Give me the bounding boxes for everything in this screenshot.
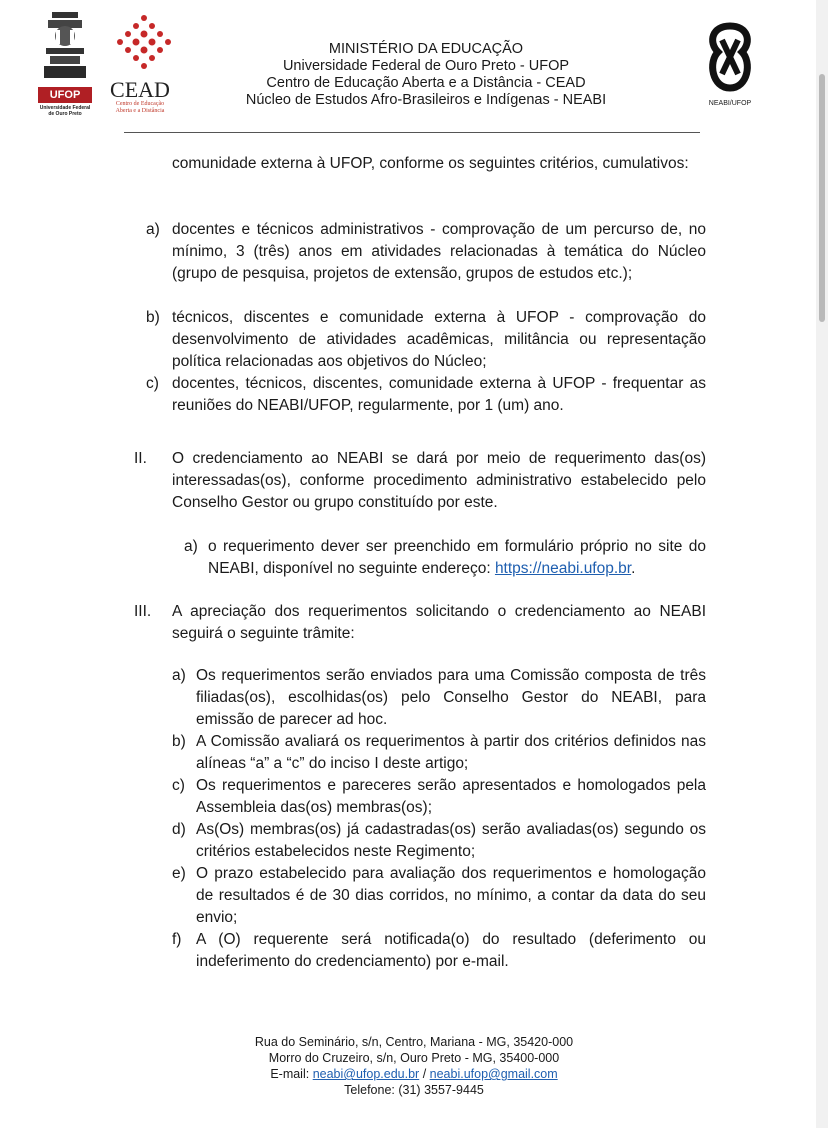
section-iii-e-text: O prazo estabelecido para avaliação dos requerimentos e homologação de resultados é de 30 dias corridos, no mínimo, a contar da data do seu envio; bbox=[196, 865, 706, 926]
section-iii-f-marker: f) bbox=[172, 931, 182, 948]
section-iii-numeral: III. bbox=[134, 603, 152, 620]
footer-email: E-mail: neabi@ufop.edu.br / neabi.ufop@gmail.com bbox=[270, 1067, 558, 1081]
neabi-label: NEABI/UFOP bbox=[708, 100, 752, 107]
section-iii-b-marker: b) bbox=[172, 733, 186, 750]
ufop-label: UFOP bbox=[38, 87, 92, 103]
criterion-c-marker: c) bbox=[146, 375, 159, 392]
section-iii-c-marker: c) bbox=[172, 777, 185, 794]
document-header bbox=[180, 41, 672, 109]
section-iii-c-text: Os requerimentos e pareceres serão apresentados e homologados pela Assembleia das(os) membras(os); bbox=[196, 777, 706, 816]
section-ii-text: O credenciamento ao NEABI se dará por meio de requerimento das(os) interessadas(os), conforme procedimento administrativo estabelecido pelo Conselho Gestor ou grupo constituído por este. bbox=[172, 450, 706, 511]
email-link-ufop[interactable]: neabi@ufop.edu.br bbox=[312, 1067, 420, 1081]
footer-address-ouro-preto: Morro do Cruzeiro, s/n, Ouro Preto - MG, 35400-000 bbox=[268, 1051, 560, 1065]
neabi-logo bbox=[694, 22, 766, 112]
section-iii-text: A apreciação dos requerimentos solicitando o credenciamento ao NEABI seguirá o seguinte trâmite: bbox=[172, 603, 706, 642]
section-iii-f-text: A (O) requerente será notificada(o) do resultado (deferimento ou indeferimento do credenciamento) por e-mail. bbox=[196, 931, 706, 970]
ufop-crest-icon bbox=[38, 10, 92, 80]
email-link-gmail[interactable]: neabi.ufop@gmail.com bbox=[429, 1067, 558, 1081]
header-divider bbox=[124, 132, 700, 133]
cead-dots-icon bbox=[114, 12, 174, 72]
section-iii-d-marker: d) bbox=[172, 821, 186, 838]
criterion-c-text: docentes, técnicos, discentes, comunidade externa à UFOP - frequentar as reuniões do NEABI/UFOP, regularmente, por 1 (um) ano. bbox=[172, 375, 706, 414]
ufop-logo bbox=[38, 10, 92, 122]
criterion-b-text: técnicos, discentes e comunidade externa à UFOP - comprovação do desenvolvimento de atividades acadêmicas, militância ou representação política relacionadas aos objetivos do Núcleo; bbox=[172, 309, 706, 370]
document-footer bbox=[180, 1034, 648, 1098]
ufop-subtitle: Universidade Federal de Ouro Preto bbox=[39, 105, 91, 117]
section-ii-numeral: II. bbox=[134, 450, 147, 467]
header-university: Universidade Federal de Ouro Preto - UFOP bbox=[282, 58, 570, 74]
neabi-site-link[interactable]: https://neabi.ufop.br bbox=[494, 560, 632, 577]
cead-subtitle: Centro de Educação Aberta e a Distância bbox=[115, 101, 165, 114]
criterion-a-marker: a) bbox=[146, 221, 160, 238]
section-iii-a-text: Os requerimentos serão enviados para uma Comissão composta de três filiadas(os), escolhidas(os) pelo Conselho Gestor do NEABI, para emissão de parecer ad hoc. bbox=[196, 667, 706, 728]
section-iii-d-text: As(Os) membras(os) já cadastradas(os) serão avaliadas(os) segundo os critérios estabelecidos neste Regimento; bbox=[196, 821, 706, 860]
header-ministry: MINISTÉRIO DA EDUCAÇÃO bbox=[328, 41, 524, 57]
section-iii-a-marker: a) bbox=[172, 667, 186, 684]
footer-phone: Telefone: (31) 3557-9445 bbox=[344, 1083, 484, 1097]
criterion-a-text: docentes e técnicos administrativos - comprovação de um percurso de, no mínimo, 3 (três) anos em atividades relacionadas à temática do Núcleo (grupo de pesquisa, projetos de extensão, grupos de estudos etc.); bbox=[172, 221, 706, 282]
footer-address-mariana: Rua do Seminário, s/n, Centro, Mariana - MG, 35420-000 bbox=[254, 1035, 574, 1049]
section-iii-b-text: A Comissão avaliará os requerimentos à partir dos critérios definidos nas alíneas “a” a “c” do inciso I deste artigo; bbox=[196, 733, 706, 772]
section-ii-a-marker: a) bbox=[184, 538, 198, 555]
cead-logo bbox=[102, 12, 178, 122]
section-ii-a-text: o requerimento dever ser preenchido em formulário próprio no site do NEABI, disponível no seguinte endereço: https://neabi.ufop.br. bbox=[208, 538, 706, 577]
scrollbar-thumb[interactable] bbox=[819, 74, 825, 322]
header-center: Centro de Educação Aberta e a Distância - CEAD bbox=[266, 75, 586, 91]
criterion-b-marker: b) bbox=[146, 309, 160, 326]
section-iii-e-marker: e) bbox=[172, 865, 186, 882]
intro-paragraph: comunidade externa à UFOP, conforme os seguintes critérios, cumulativos: bbox=[172, 155, 689, 172]
cead-label: CEAD bbox=[110, 77, 170, 102]
header-nucleus: Núcleo de Estudos Afro-Brasileiros e Indígenas - NEABI bbox=[245, 92, 607, 108]
scrollbar-track[interactable] bbox=[816, 0, 828, 1128]
neabi-symbol-icon bbox=[704, 22, 756, 92]
